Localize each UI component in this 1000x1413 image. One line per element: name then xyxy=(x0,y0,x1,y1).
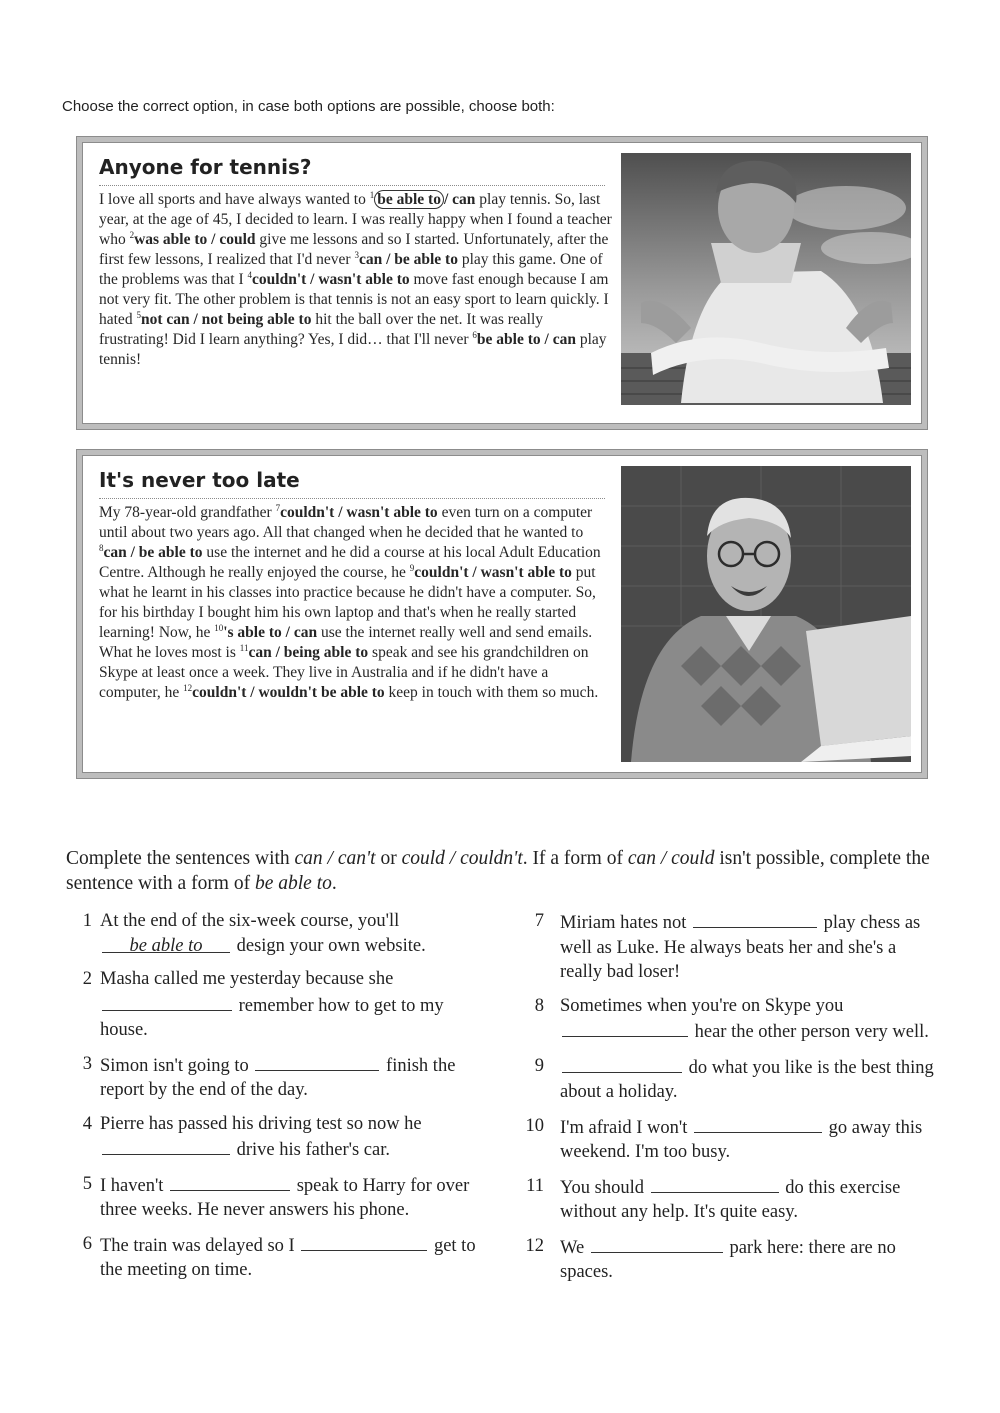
option[interactable]: 's able to / can xyxy=(223,624,318,641)
option-circled[interactable]: be able to xyxy=(374,190,444,209)
item-text: The train was delayed so I xyxy=(100,1235,295,1256)
item-text: speak to Harry for over three weeks. He never answers his phone. xyxy=(100,1175,470,1220)
item-number: 4 xyxy=(82,1113,92,1134)
exercise-item xyxy=(520,909,940,985)
item-text: go away this weekend. I'm too busy. xyxy=(560,1117,923,1162)
item-text: Miriam hates not xyxy=(560,913,687,933)
item-text: do this exercise without any help. It's quite easy. xyxy=(560,1177,901,1222)
item-number: 3 xyxy=(82,1053,92,1074)
exercise-item xyxy=(520,994,940,1045)
exercise-item xyxy=(72,967,492,1043)
option[interactable]: be able to / can xyxy=(476,331,576,348)
story-panel-tennis xyxy=(76,136,928,430)
item-text: You should xyxy=(560,1177,644,1198)
answer-blank[interactable] xyxy=(255,1052,379,1071)
item-text: I'm afraid I won't xyxy=(560,1117,688,1138)
tennis-player-illustration xyxy=(621,153,911,405)
item-text: remember how to get to my house. xyxy=(100,995,444,1040)
item-text: play chess as well as Luke. He always beats her and she's a really bad loser! xyxy=(560,913,921,982)
item-text: design your own website. xyxy=(236,935,426,956)
exercise-item xyxy=(520,1054,940,1105)
item-number: 2 xyxy=(82,969,92,989)
item-text: get to the meeting on time. xyxy=(100,1235,476,1280)
item-number: 1 xyxy=(82,911,92,931)
item-number: 8 xyxy=(534,995,544,1016)
answer-blank[interactable] xyxy=(102,1136,230,1155)
item-text: drive his father's car. xyxy=(236,1140,390,1160)
item-number: 12 xyxy=(525,1235,544,1256)
title-divider xyxy=(99,498,605,499)
option[interactable]: can / being able to xyxy=(248,644,369,661)
exercise-item xyxy=(520,1174,940,1225)
exercise-column-right xyxy=(520,909,940,1294)
answer-blank[interactable] xyxy=(591,1234,723,1253)
option[interactable]: / can xyxy=(443,191,476,208)
grandfather-laptop-photo xyxy=(621,466,911,762)
option[interactable]: not can / not being able to xyxy=(140,311,312,328)
answer-blank[interactable] xyxy=(562,1018,688,1037)
item-text: hear the other person very well. xyxy=(694,1022,929,1042)
grandfather-illustration xyxy=(621,466,911,762)
answer-blank[interactable] xyxy=(693,909,817,928)
item-text: Pierre has passed his driving test so now he xyxy=(100,1113,422,1134)
answer-blank[interactable] xyxy=(562,1054,682,1073)
item-text: finish the report by the end of the day. xyxy=(100,1055,456,1100)
item-number: 9 xyxy=(534,1055,544,1076)
item-text: park here: there are no spaces. xyxy=(560,1237,896,1282)
option[interactable]: can / be able to xyxy=(103,544,203,561)
item-number: 7 xyxy=(534,911,544,931)
option[interactable]: was able to / could xyxy=(134,231,256,248)
story-panel-grandfather xyxy=(76,449,928,779)
exercise-item xyxy=(72,1232,492,1283)
answer-blank[interactable] xyxy=(102,992,232,1011)
exercise-item xyxy=(520,1114,940,1165)
exercise-item xyxy=(72,1112,492,1163)
item-text: Sometimes when you're on Skype you xyxy=(560,995,844,1016)
exercise-item xyxy=(520,1234,940,1285)
item-number: 5 xyxy=(82,1173,92,1194)
option[interactable]: couldn't / wasn't able to xyxy=(280,504,438,521)
option[interactable]: can / be able to xyxy=(358,251,458,268)
story-text: I love all sports and have always wanted to $^1$ be able to / can play tennis. So, last year, at the age of 45, I decided to learn. I was really happy when I found a teacher who $^2$was able to / could give me lessons and so I started. Unfortunately, after the first few lessons, I realized that I'd never $^3$can / be able to play this game. One of the problems was that I $^4$couldn't / wasn't able to move fast enough because I am not very fit. The other problem is that tennis is not an easy sport to learn quickly. I hated $^5$not can / not being able to hit the ball over the net. It was really frustrating! Did I learn anything? Yes, I did… that I'll never $^6$be able to / can play tennis! xyxy=(99,189,612,368)
item-text: I haven't xyxy=(100,1175,164,1196)
answer-blank[interactable] xyxy=(170,1172,290,1191)
item-text: Simon isn't going to xyxy=(100,1055,249,1076)
answer-blank[interactable]: be able to xyxy=(102,934,230,953)
item-number: 10 xyxy=(525,1115,544,1136)
instruction-text: Choose the correct option, in case both options are possible, choose both: xyxy=(62,98,555,115)
item-text: We xyxy=(560,1237,585,1258)
exercise-item xyxy=(72,1052,492,1103)
answer-blank[interactable] xyxy=(301,1232,427,1251)
title-divider xyxy=(99,185,605,186)
answer-blank[interactable] xyxy=(694,1114,822,1133)
item-text: do what you like is the best thing about a holiday. xyxy=(560,1057,934,1102)
option[interactable]: couldn't / wasn't able to xyxy=(252,271,410,288)
exercise-instructions: Complete the sentences with can / can't or could / couldn't. If a form of can / could isn't possible, complete the sentence with a form of be able to. xyxy=(66,848,930,894)
answer-blank[interactable] xyxy=(651,1174,779,1193)
exercise-item xyxy=(72,1172,492,1223)
exercise-column-left xyxy=(72,909,492,1292)
exercise-item xyxy=(72,909,492,958)
story-title: Anyone for tennis? xyxy=(99,155,312,179)
item-number: 11 xyxy=(526,1175,544,1196)
option[interactable]: couldn't / wasn't able to xyxy=(414,564,572,581)
story-title: It's never too late xyxy=(99,468,300,492)
item-number: 6 xyxy=(82,1233,92,1254)
item-text: Masha called me yesterday because she xyxy=(100,969,394,989)
story-text: My 78-year-old grandfather $^7$couldn't / wasn't able to even turn on a computer until about two years ago. All that changed when he decided that he wanted to $^8$can / be able to use the internet and he did a course at his local Adult Education Centre. Although he really enjoyed the course, he $^9$couldn't / wasn't able to put what he learnt in his classes into practice because he didn't have a computer. So, for his birthday I bought him his own laptop and that's when he really started learning! Now, he $^{10}$'s able to / can use the internet really well and send emails. What he loves most is $^{11}$can / being able to speak and see his grandchildren on Skype at least once a week. They live in Australia and if he didn't have a computer, he $^{12}$couldn't / wouldn't be able to keep in touch with them so much. xyxy=(99,502,601,701)
item-text: At the end of the six-week course, you'll xyxy=(100,911,400,931)
option[interactable]: couldn't / wouldn't be able to xyxy=(192,684,385,701)
tennis-player-photo xyxy=(621,153,911,405)
